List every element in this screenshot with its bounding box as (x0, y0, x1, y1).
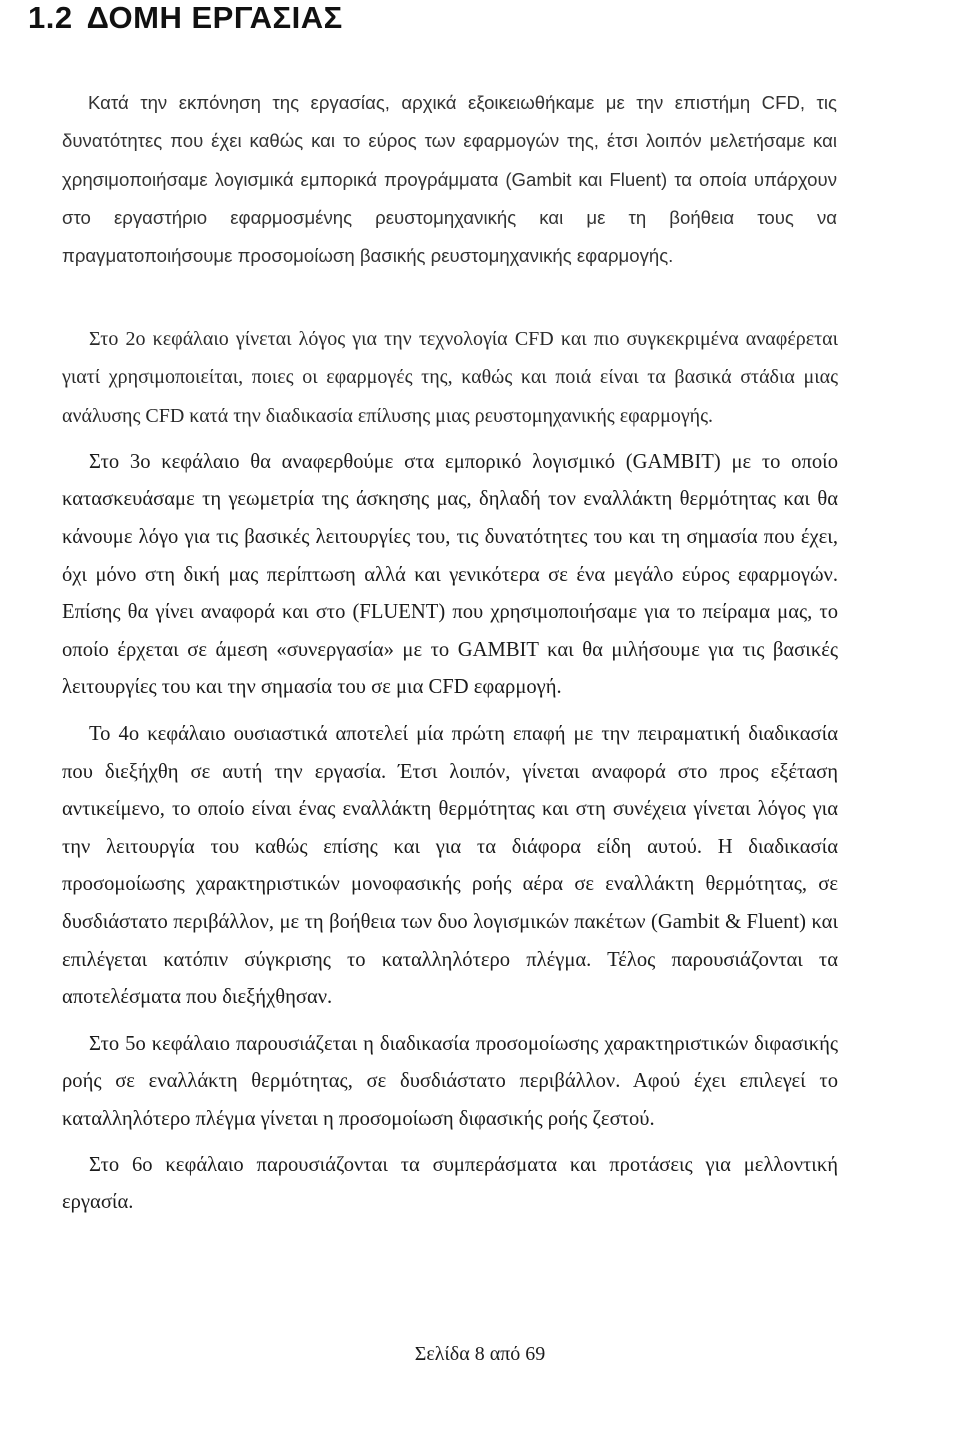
section-number: 1.2 (28, 0, 73, 35)
chapter-overview (62, 320, 838, 1222)
chapter-6-paragraph: Στο 6ο κεφάλαιο παρουσιάζονται τα συμπεράσματα και προτάσεις για μελλοντική εργασία. (62, 1153, 838, 1214)
page-footer (0, 1341, 960, 1367)
chapter-2-paragraph: Στο 2ο κεφάλαιο γίνεται λόγος για την τεχνολογία CFD και πιο συγκεκριμένα αναφέρεται γιατί χρησιμοποιείται, ποιες οι εφαρμογές της, καθώς και ποιά είναι τα βασικά στάδια μιας ανάλυσης CFD κατά την διαδικασία επίλυσης μιας ρευστομηχανικής εφαρμογής. (62, 328, 838, 427)
section-heading (28, 0, 343, 36)
section-title: ΔΟΜΗ ΕΡΓΑΣΙΑΣ (86, 0, 343, 35)
intro-paragraph: Κατά την εκπόνηση της εργασίας, αρχικά εξοικειωθήκαμε με την επιστήμη CFD, τις δυνατότητες που έχει καθώς και το εύρος των εφαρμογών της, έτσι λοιπόν μελετήσαμε και χρησιμοποιήσαμε λογισμικά εμπορικά προγράμματα (Gambit και Fluent) τα οποία υπάρχουν στο εργαστήριο εφαρμοσμένης ρευστομηχανικής και με τη βοήθεια τους να πραγματοποιήσουμε προσομοίωση βασικής ρευστομηχανικής εφαρμογής. (62, 92, 837, 267)
page-number-label: Σελίδα 8 από 69 (414, 1343, 546, 1365)
chapter-3-paragraph: Στο 3ο κεφάλαιο θα αναφερθούμε στα εμπορικό λογισμικό (GAMBIT) με το οποίο κατασκευάσαμε τη γεωμετρία της άσκησης μας, δηλαδή τον εναλλάκτη θερμότητας και θα κάνουμε λόγο για τις βασικές λειτουργίες του, τις δυνατότητες του και τη σημασία που έχει, όχι μόνο στη δική μας περίπτωση αλλά και γενικότερα σε ένα μεγάλο εύρος εφαρμογών. Επίσης θα γίνει αναφορά και στο (FLUENT) που χρησιμοποιήσαμε για το πείραμα μας, το οποίο έρχεται σε άμεση «συνεργασία» με το GAMBIT και θα μιλήσουμε για τις βασικές λειτουργίες του και την σημασία του σε μια CFD εφαρμογή. (62, 450, 838, 699)
chapter-4-paragraph: Το 4ο κεφάλαιο ουσιαστικά αποτελεί μία πρώτη επαφή με την πειραματική διαδικασία που διεξήχθη σε αυτή την εργασία. Έτσι λοιπόν, γίνεται αναφορά στο προς εξέταση αντικείμενο, το οποίο είναι ένας εναλλάκτη θερμότητας και στη συνέχεια γίνεται λόγος για την λειτουργία του καθώς επίσης και για τα διάφορα είδη αυτού. Η διαδικασία προσομοίωσης χαρακτηριστικών μονοφασικής ροής αέρα σε εναλλάκτη θερμότητας, σε δυσδιάστατο περιβάλλον, με τη βοήθεια των δυο λογισμικών πακέτων (Gambit & Fluent) και επιλέγεται κατόπιν σύγκρισης το καταλληλότερο πλέγμα. Τέλος παρουσιάζονται τα αποτελέσματα που διεξήχθησαν. (62, 723, 838, 1009)
chapter-5-paragraph: Στο 5ο κεφάλαιο παρουσιάζεται η διαδικασία προσομοίωσης χαρακτηριστικών διφασικής ροής σε εναλλάκτη θερμότητας, σε δυσδιάστατο περιβάλλον. Αφού έχει επιλεγεί το καταλληλότερο πλέγμα γίνεται η προσομοίωση διφασικής ροής ζεστού. (62, 1032, 838, 1130)
